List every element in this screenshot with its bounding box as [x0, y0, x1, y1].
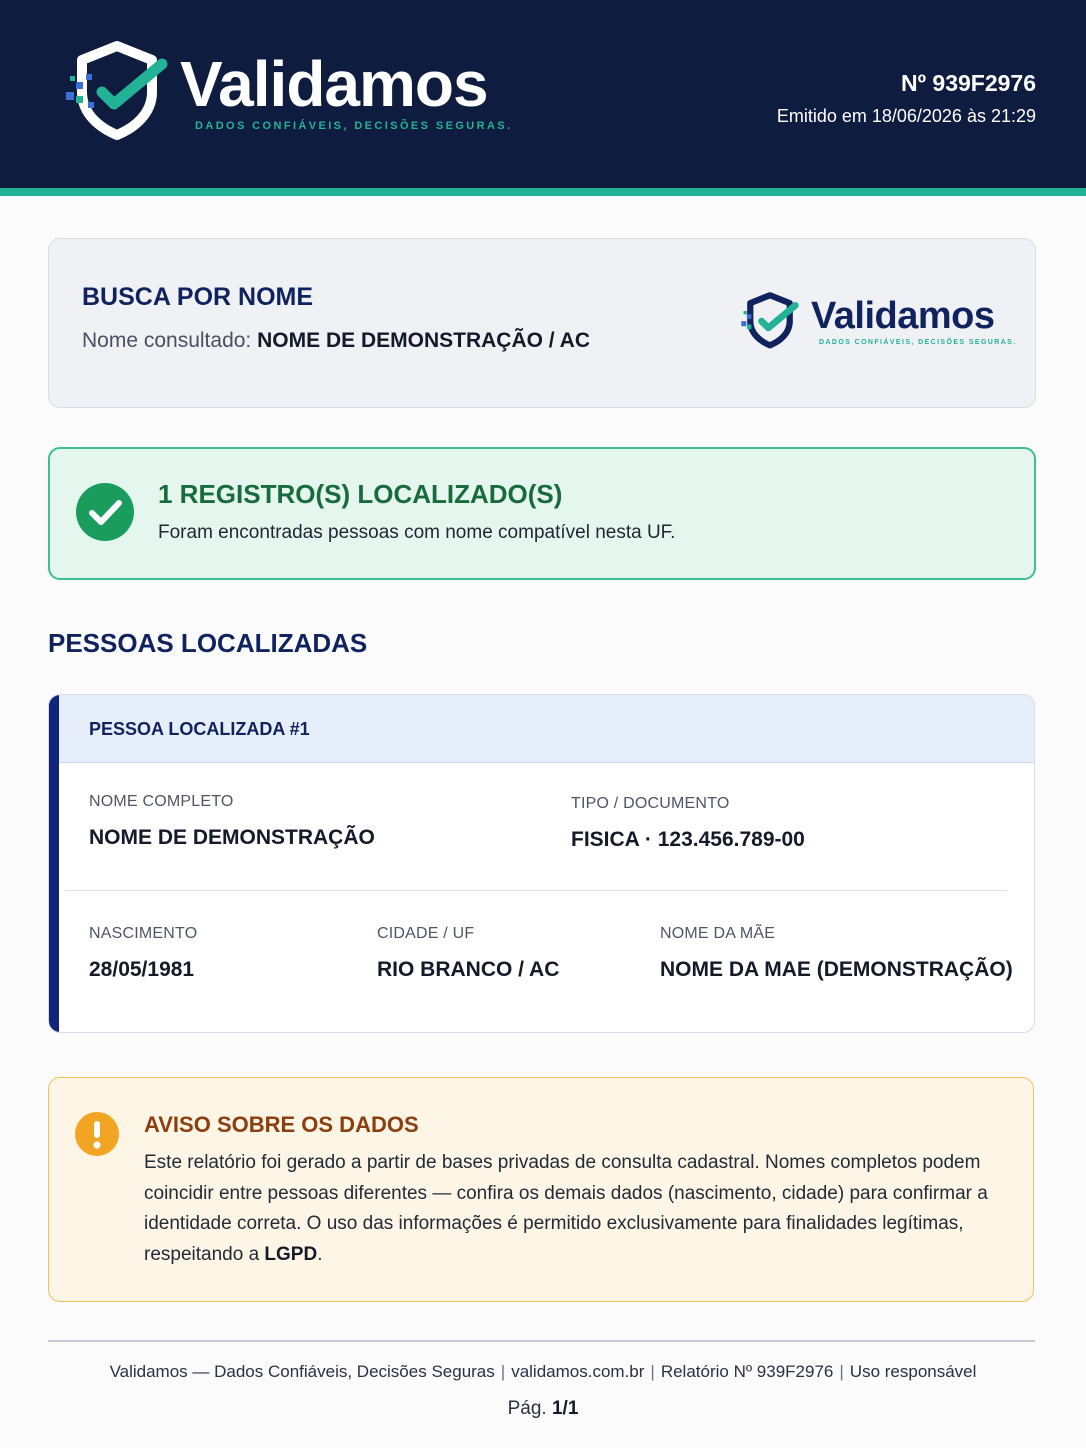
footer-usage: Uso responsável [849, 1362, 977, 1381]
notice-text [144, 1148, 994, 1270]
person-heading: PESSOA LOCALIZADA #1 [89, 719, 310, 739]
city-label: CIDADE / UF [377, 925, 475, 942]
footer-divider [48, 1340, 1035, 1342]
page-value: 1/1 [551, 1398, 579, 1419]
field-divider [65, 890, 1007, 891]
result-text: Foram encontradas pessoas com nome compatível nesta UF. [158, 522, 676, 543]
brand-name-small: Validamos [811, 295, 995, 337]
exclamation-circle-icon [75, 1112, 119, 1156]
footer-separator: | [650, 1362, 655, 1381]
query-line [82, 329, 590, 353]
document-number: Nº 939F2976 [901, 70, 1036, 96]
person-card-accent [49, 695, 59, 1032]
birth-value: 28/05/1981 [89, 958, 195, 981]
footer-info [0, 1362, 1086, 1382]
footer-separator: | [500, 1362, 506, 1381]
page-label: Pág. [507, 1398, 552, 1419]
shield-check-icon [62, 40, 172, 140]
check-circle-icon [76, 483, 134, 541]
footer-brand: Validamos — Dados Confiáveis, Decisões Seguras [109, 1362, 495, 1381]
issued-date: Emitido em 18/06/2026 às 21:29 [776, 106, 1036, 126]
brand-tagline-small: DADOS CONFIÁVEIS, DECISÕES SEGURAS. [819, 339, 1017, 346]
brand-name: Validamos [180, 48, 488, 120]
brand-logo-small [739, 289, 1029, 355]
query-value: NOME DE DEMONSTRAÇÃO / AC [257, 329, 591, 352]
result-title: 1 REGISTRO(S) LOCALIZADO(S) [158, 479, 563, 509]
brand-logo [62, 40, 513, 140]
report-header [0, 0, 1086, 196]
full-name-label: NOME COMPLETO [89, 793, 234, 810]
mother-name-value: NOME DA MAE (DEMONSTRAÇÃO) [660, 958, 1013, 981]
footer-site-link[interactable]: validamos.com.br [511, 1362, 645, 1381]
document-type-value: FISICA · 123.456.789-00 [571, 828, 805, 851]
section-title: PESSOAS LOCALIZADAS [48, 628, 368, 658]
page-number [0, 1398, 1086, 1420]
notice-title: AVISO SOBRE OS DADOS [144, 1112, 419, 1137]
brand-tagline: DADOS CONFIÁVEIS, DECISÕES SEGURAS. [195, 120, 513, 132]
query-title: BUSCA POR NOME [82, 283, 314, 311]
mother-name-label: NOME DA MÃE [660, 925, 776, 942]
data-notice-card [48, 1077, 1034, 1302]
notice-body: Este relatório foi gerado a partir de bases privadas de consulta cadastral. Nomes completos podem coincidir entre pessoas diferentes — confira os demais dados (nascimento, cidade) para confirmar a identidade correta. O uso das informações é permitido exclusivamente para finalidades legítimas, respeitando a [144, 1152, 988, 1265]
document-type-label: TIPO / DOCUMENTO [571, 795, 730, 812]
footer-separator: | [839, 1362, 844, 1381]
result-summary-card [48, 447, 1036, 580]
city-value: RIO BRANCO / AC [377, 958, 560, 981]
shield-check-icon [739, 289, 801, 351]
query-label: Nome consultado: [82, 329, 258, 352]
header-accent-stripe [0, 188, 1086, 196]
person-card [48, 694, 1035, 1033]
footer-report-number: Relatório Nº 939F2976 [660, 1362, 834, 1381]
notice-end: . [317, 1243, 323, 1265]
person-card-header [59, 695, 1034, 763]
notice-lgpd: LGPD [264, 1243, 318, 1265]
query-card [48, 238, 1036, 408]
full-name-value: NOME DE DEMONSTRAÇÃO [89, 826, 375, 849]
birth-label: NASCIMENTO [89, 925, 198, 942]
